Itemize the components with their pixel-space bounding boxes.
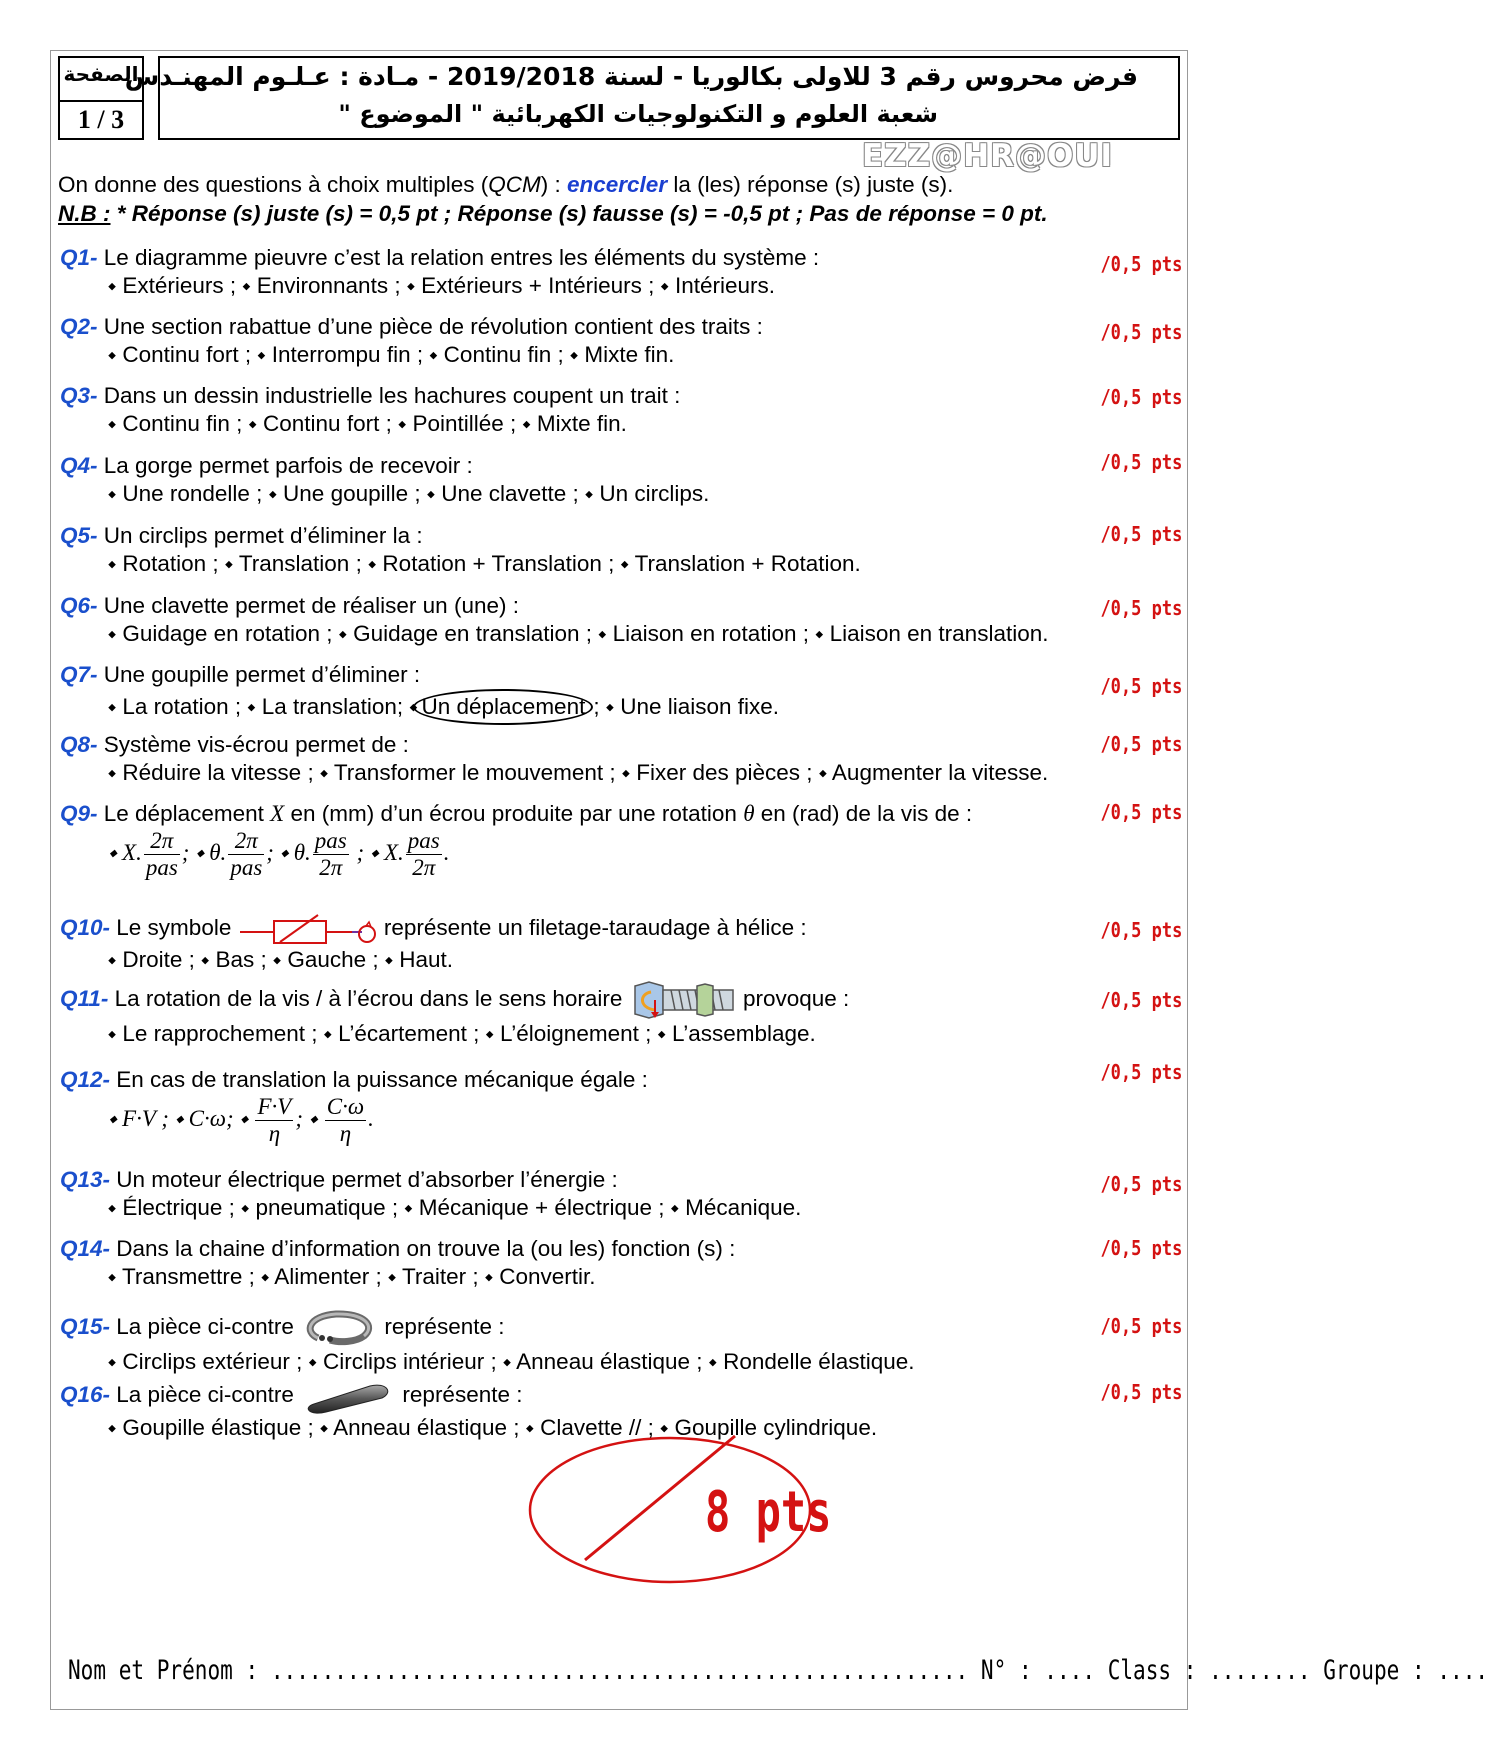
points-q5: /0,5 pts bbox=[1100, 522, 1182, 546]
answer-options[interactable]: ⬩ Électrique ; ⬩ pneumatique ; ⬩ Mécanique + électrique ; ⬩ Mécanique. bbox=[108, 1195, 802, 1220]
points-q6: /0,5 pts bbox=[1100, 596, 1182, 620]
instructions bbox=[58, 172, 953, 198]
var-theta: θ bbox=[743, 801, 755, 826]
question-stem: Système vis-écrou permet de : bbox=[97, 732, 409, 757]
instructions-text-c: la (les) réponse (s) juste (s). bbox=[667, 172, 954, 197]
fraction: $\frac{\text{pas}}{2\pi}$ bbox=[314, 828, 347, 880]
question-stem: Le diagramme pieuvre c’est la relation entres les éléments du système : bbox=[97, 245, 820, 270]
answer-options[interactable]: ⬩ Une rondelle ; ⬩ Une goupille ; ⬩ Une clavette ; ⬩ Un circlips. bbox=[108, 481, 710, 506]
question-5 bbox=[60, 522, 1170, 578]
qcm-abbrev: QCM bbox=[488, 172, 541, 197]
stem-part: Le symbole bbox=[110, 914, 232, 940]
nb-label: N.B : bbox=[58, 201, 111, 226]
options-after[interactable]: ; ⬩ Une liaison fixe. bbox=[593, 694, 780, 719]
answer-options[interactable]: ⬩ Circlips extérieur ; ⬩ Circlips intérieur ; ⬩ Anneau élastique ; ⬩ Rondelle élastique. bbox=[108, 1349, 915, 1374]
question-10 bbox=[60, 912, 1170, 974]
formula-fv: F·V bbox=[122, 1105, 156, 1131]
question-stem: La gorge permet parfois de recevoir : bbox=[97, 453, 473, 478]
helical-thread-symbol-icon bbox=[238, 912, 378, 946]
fraction: $\frac{2\pi}{\text{pas}}$ bbox=[145, 828, 178, 880]
points-q10: /0,5 pts bbox=[1100, 918, 1182, 942]
instructions-text-b: ) : bbox=[540, 172, 567, 197]
question-number: Q6- bbox=[60, 593, 98, 618]
question-number: Q14- bbox=[60, 1236, 111, 1261]
question-number: Q10- bbox=[60, 914, 111, 940]
question-9 bbox=[60, 800, 1170, 881]
question-number: Q1- bbox=[60, 245, 98, 270]
question-14 bbox=[60, 1235, 1170, 1291]
question-number: Q5- bbox=[60, 523, 98, 548]
points-q1: /0,5 pts bbox=[1100, 252, 1182, 276]
var-x: X bbox=[270, 801, 285, 826]
question-6 bbox=[60, 592, 1170, 648]
stem-part: provoque : bbox=[742, 985, 850, 1011]
question-7 bbox=[60, 661, 1170, 725]
page-box-divider bbox=[60, 100, 142, 102]
answer-options[interactable]: ⬩ Réduire la vitesse ; ⬩ Transformer le mouvement ; ⬩ Fixer des pièces ; ⬩ Augmenter la vitesse. bbox=[108, 760, 1049, 785]
question-11 bbox=[60, 980, 1170, 1048]
question-number: Q12- bbox=[60, 1067, 111, 1092]
points-q12: /0,5 pts bbox=[1100, 1060, 1182, 1084]
circled-answer[interactable]: Un déplacement bbox=[413, 689, 593, 725]
screw-nut-icon bbox=[629, 980, 737, 1020]
var-theta: θ. bbox=[293, 839, 311, 865]
points-q16: /0,5 pts bbox=[1100, 1380, 1182, 1404]
stem-part: Le déplacement bbox=[97, 801, 271, 826]
answer-options[interactable]: ⬩ Le rapprochement ; ⬩ L’écartement ; ⬩ L’éloignement ; ⬩ L’assemblage. bbox=[108, 1021, 816, 1046]
answer-options[interactable]: ⬩ Transmettre ; ⬩ Alimenter ; ⬩ Traiter ; ⬩ Convertir. bbox=[108, 1264, 596, 1289]
question-stem: Une section rabattue d’une pièce de révolution contient des traits : bbox=[97, 314, 763, 339]
parallel-key-icon bbox=[300, 1378, 396, 1414]
points-q2: /0,5 pts bbox=[1100, 320, 1182, 344]
question-1 bbox=[60, 244, 1170, 300]
circlips-ring-icon bbox=[300, 1308, 378, 1348]
points-q9: /0,5 pts bbox=[1100, 800, 1182, 824]
question-stem: Une goupille permet d’éliminer : bbox=[97, 662, 421, 687]
question-number: Q2- bbox=[60, 314, 98, 339]
question-15 bbox=[60, 1308, 1170, 1376]
page-label: الصفحة bbox=[63, 62, 139, 86]
question-8 bbox=[60, 731, 1170, 787]
formula-options[interactable]: ⬩ X. $\frac{2\pi}{\text{pas}}$ ; ⬩ θ. $\frac{2\pi}{\text{pas}}$ ; ⬩ θ. $\frac{\text{pas}}{2\pi}$ ; ⬩ X. $\frac{\text{pas}}{2\pi}$ . bbox=[108, 828, 450, 880]
watermark: EZZ@HR@OUI bbox=[862, 138, 1114, 174]
answer-options[interactable]: ⬩ Continu fort ; ⬩ Interrompu fin ; ⬩ Continu fin ; ⬩ Mixte fin. bbox=[108, 342, 675, 367]
stem-part: représente un filetage-taraudage à hélice : bbox=[383, 914, 807, 940]
stem-part: La rotation de la vis / à l’écrou dans le sens horaire bbox=[108, 985, 623, 1011]
answer-options[interactable]: ⬩ Extérieurs ; ⬩ Environnants ; ⬩ Extérieurs + Intérieurs ; ⬩ Intérieurs. bbox=[108, 273, 776, 298]
points-q15: /0,5 pts bbox=[1100, 1314, 1182, 1338]
answer-options[interactable]: ⬩ Rotation ; ⬩ Translation ; ⬩ Rotation + Translation ; ⬩ Translation + Rotation. bbox=[108, 551, 861, 576]
fraction: $\frac{\text{pas}}{2\pi}$ bbox=[407, 828, 440, 880]
question-12 bbox=[60, 1066, 1170, 1147]
points-q3: /0,5 pts bbox=[1100, 385, 1182, 409]
points-q14: /0,5 pts bbox=[1100, 1236, 1182, 1260]
points-q8: /0,5 pts bbox=[1100, 732, 1182, 756]
question-number: Q7- bbox=[60, 662, 98, 687]
points-q13: /0,5 pts bbox=[1100, 1172, 1182, 1196]
score-stamp bbox=[525, 1430, 832, 1595]
fraction: $\frac{2\pi}{\text{pas}}$ bbox=[230, 828, 263, 880]
answer-options[interactable] bbox=[60, 689, 1170, 725]
question-stem: Une clavette permet de réaliser un (une) : bbox=[97, 593, 519, 618]
question-number: Q11- bbox=[60, 985, 109, 1011]
student-info-line[interactable]: Nom et Prénom : ....................................................... N° : .... Class : ........ Groupe : .... bbox=[68, 1655, 1488, 1686]
formula-options[interactable]: ⬩ F·V ; ⬩ C·ω; ⬩ $\frac{F\cdot V}{\eta}$ ; ⬩ $\frac{C\cdot\omega}{\eta}$ . bbox=[108, 1094, 374, 1146]
stem-part: représente : bbox=[402, 1381, 523, 1407]
stem-part: en (mm) d’un écrou produite par une rotation bbox=[284, 801, 744, 826]
question-stem: En cas de translation la puissance mécanique égale : bbox=[110, 1067, 648, 1092]
answer-options[interactable]: ⬩ Goupille élastique ; ⬩ Anneau élastique ; ⬩ Clavette // ; ⬩ Goupille cylindrique. bbox=[108, 1415, 878, 1440]
question-stem: Dans la chaine d’information on trouve la (ou les) fonction (s) : bbox=[110, 1236, 736, 1261]
page-number: 1 / 3 bbox=[77, 105, 125, 134]
question-number: Q8- bbox=[60, 732, 98, 757]
question-13 bbox=[60, 1166, 1170, 1222]
var-theta: θ. bbox=[209, 839, 227, 865]
answer-options[interactable]: ⬩ Continu fin ; ⬩ Continu fort ; ⬩ Pointillée ; ⬩ Mixte fin. bbox=[108, 411, 627, 436]
question-number: Q16- bbox=[60, 1381, 111, 1407]
question-number: Q9- bbox=[60, 801, 98, 826]
stem-part: en (rad) de la vis de : bbox=[754, 801, 973, 826]
title-box bbox=[124, 56, 1180, 140]
question-stem: Dans un dessin industrielle les hachures coupent un trait : bbox=[97, 383, 681, 408]
encercler-word: encercler bbox=[567, 172, 668, 197]
answer-options[interactable]: ⬩ Droite ; ⬩ Bas ; ⬩ Gauche ; ⬩ Haut. bbox=[108, 947, 454, 972]
score-value: 8 pts bbox=[705, 1480, 832, 1545]
title-line-1: فرض محروس رقم 3 للاولى بكالوريا - لسنة 2019/2018 - مـادة : عـلـوم المهنـدس bbox=[124, 62, 1138, 91]
formula-cw: C·ω bbox=[188, 1105, 227, 1131]
instructions-text-a: On donne des questions à choix multiples ( bbox=[58, 172, 489, 197]
fraction: $\frac{C\cdot\omega}{\eta}$ bbox=[326, 1094, 365, 1146]
stem-part: La pièce ci-contre bbox=[110, 1313, 294, 1339]
question-stem: Un moteur électrique permet d’absorber l’énergie : bbox=[110, 1167, 618, 1192]
question-stem: Un circlips permet d’éliminer la : bbox=[97, 523, 423, 548]
var-x: X. bbox=[383, 839, 404, 865]
stem-part: représente : bbox=[384, 1313, 505, 1339]
options-before[interactable]: ⬩ La rotation ; ⬩ La translation; ⬩ bbox=[108, 694, 418, 719]
question-number: Q13- bbox=[60, 1167, 111, 1192]
var-x: X. bbox=[122, 839, 142, 865]
question-3 bbox=[60, 382, 1170, 438]
question-2 bbox=[60, 313, 1170, 369]
stem-part: La pièce ci-contre bbox=[110, 1381, 294, 1407]
fraction: $\frac{F\cdot V}{\eta}$ bbox=[257, 1094, 292, 1146]
question-4 bbox=[60, 452, 1170, 508]
question-number: Q3- bbox=[60, 383, 98, 408]
title-line-2: شعبة العلوم و التكنولوجيات الكهربائية " الموضوع " bbox=[338, 100, 938, 128]
answer-options[interactable]: ⬩ Guidage en rotation ; ⬩ Guidage en translation ; ⬩ Liaison en rotation ; ⬩ Liaison en translation. bbox=[108, 621, 1049, 646]
question-number: Q4- bbox=[60, 453, 98, 478]
nb-text: * Réponse (s) juste (s) = 0,5 pt ; Réponse (s) fausse (s) = -0,5 pt ; Pas de réponse = 0 pt. bbox=[110, 201, 1048, 226]
question-number: Q15- bbox=[60, 1313, 111, 1339]
scoring-note bbox=[58, 201, 1048, 227]
points-q7: /0,5 pts bbox=[1100, 674, 1182, 698]
points-q11: /0,5 pts bbox=[1100, 988, 1182, 1012]
points-q4: /0,5 pts bbox=[1100, 450, 1182, 474]
